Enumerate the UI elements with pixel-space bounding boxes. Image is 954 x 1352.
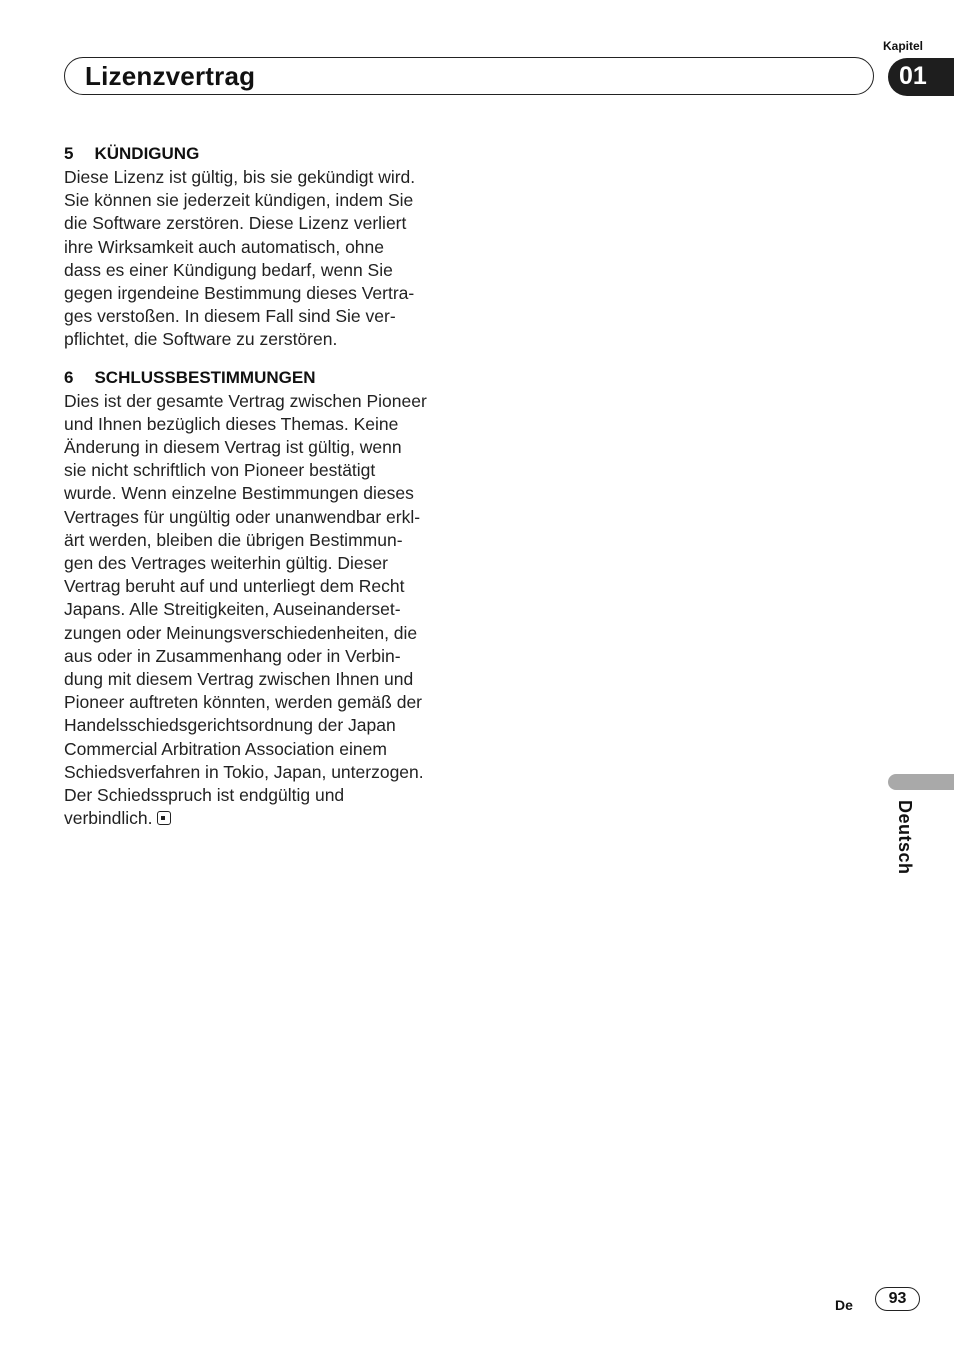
end-of-section-icon [157,811,171,825]
chapter-number: 01 [899,62,927,90]
chapter-label: Kapitel [883,39,924,53]
language-label: Deutsch [895,800,915,875]
title-frame [64,57,874,95]
section-title: SCHLUSSBESTIMMUNGEN [94,367,316,387]
section-body: Diese Lizenz ist gültig, bis sie gekündigt wird. Sie können sie jederzeit kündigen, indem Sie die Software zerstören. Diese Lizenz verliert ihre Wirksamkeit auch automatisch, ohne dass es einer Kündigung bedarf, wenn Sie gegen irgendeine Bestimmung dieses Vertra- ges verstoßen. In diesem Fall sind Sie ver- pflichtet, die Software zu zerstören. [64,167,416,350]
chapter-tab [888,58,954,96]
page-number: 93 [875,1287,920,1311]
main-content [64,142,456,844]
section-final-provisions [64,366,456,831]
page-title: Lizenzvertrag [85,61,256,91]
section-body [64,390,456,831]
section-termination [64,142,456,352]
section-heading [64,142,456,166]
section-number: 5 [64,144,74,163]
footer-language-code: De [835,1297,853,1313]
section-body-text: Dies ist der gesamte Vertrag zwischen Pioneer und Ihnen bezüglich dieses Themas. Keine Änderung in diesem Vertrag ist gültig, wenn sie nicht schriftlich von Pioneer bestätigt wurde. Wenn einzelne Bestimmungen dieses Vertrages für ungültig oder unanwendbar erkl- ärt werden, bleiben die übrigen Bestimmun- gen des Vertrages weiterhin gültig. Dieser Vertrag beruht auf und unterliegt dem Recht Japans. Alle Streitigkeiten, Auseinanderset- zungen oder Meinungsverschiedenheiten, die aus oder in Zusammenhang oder in Verbin- dung mit diesem Vertrag zwischen Ihnen und Pioneer auftreten könnten, werden gemäß der Handelsschiedsgerichtsordnung der Japan Commercial Arbitration Association einem Schiedsverfahren in Tokio, Japan, unterzogen. Der Schiedsspruch ist endgültig und verbindlich. [64,390,427,829]
section-number: 6 [64,367,74,387]
section-title: KÜNDIGUNG [94,144,200,163]
section-heading [64,366,456,390]
language-tab [888,774,954,790]
